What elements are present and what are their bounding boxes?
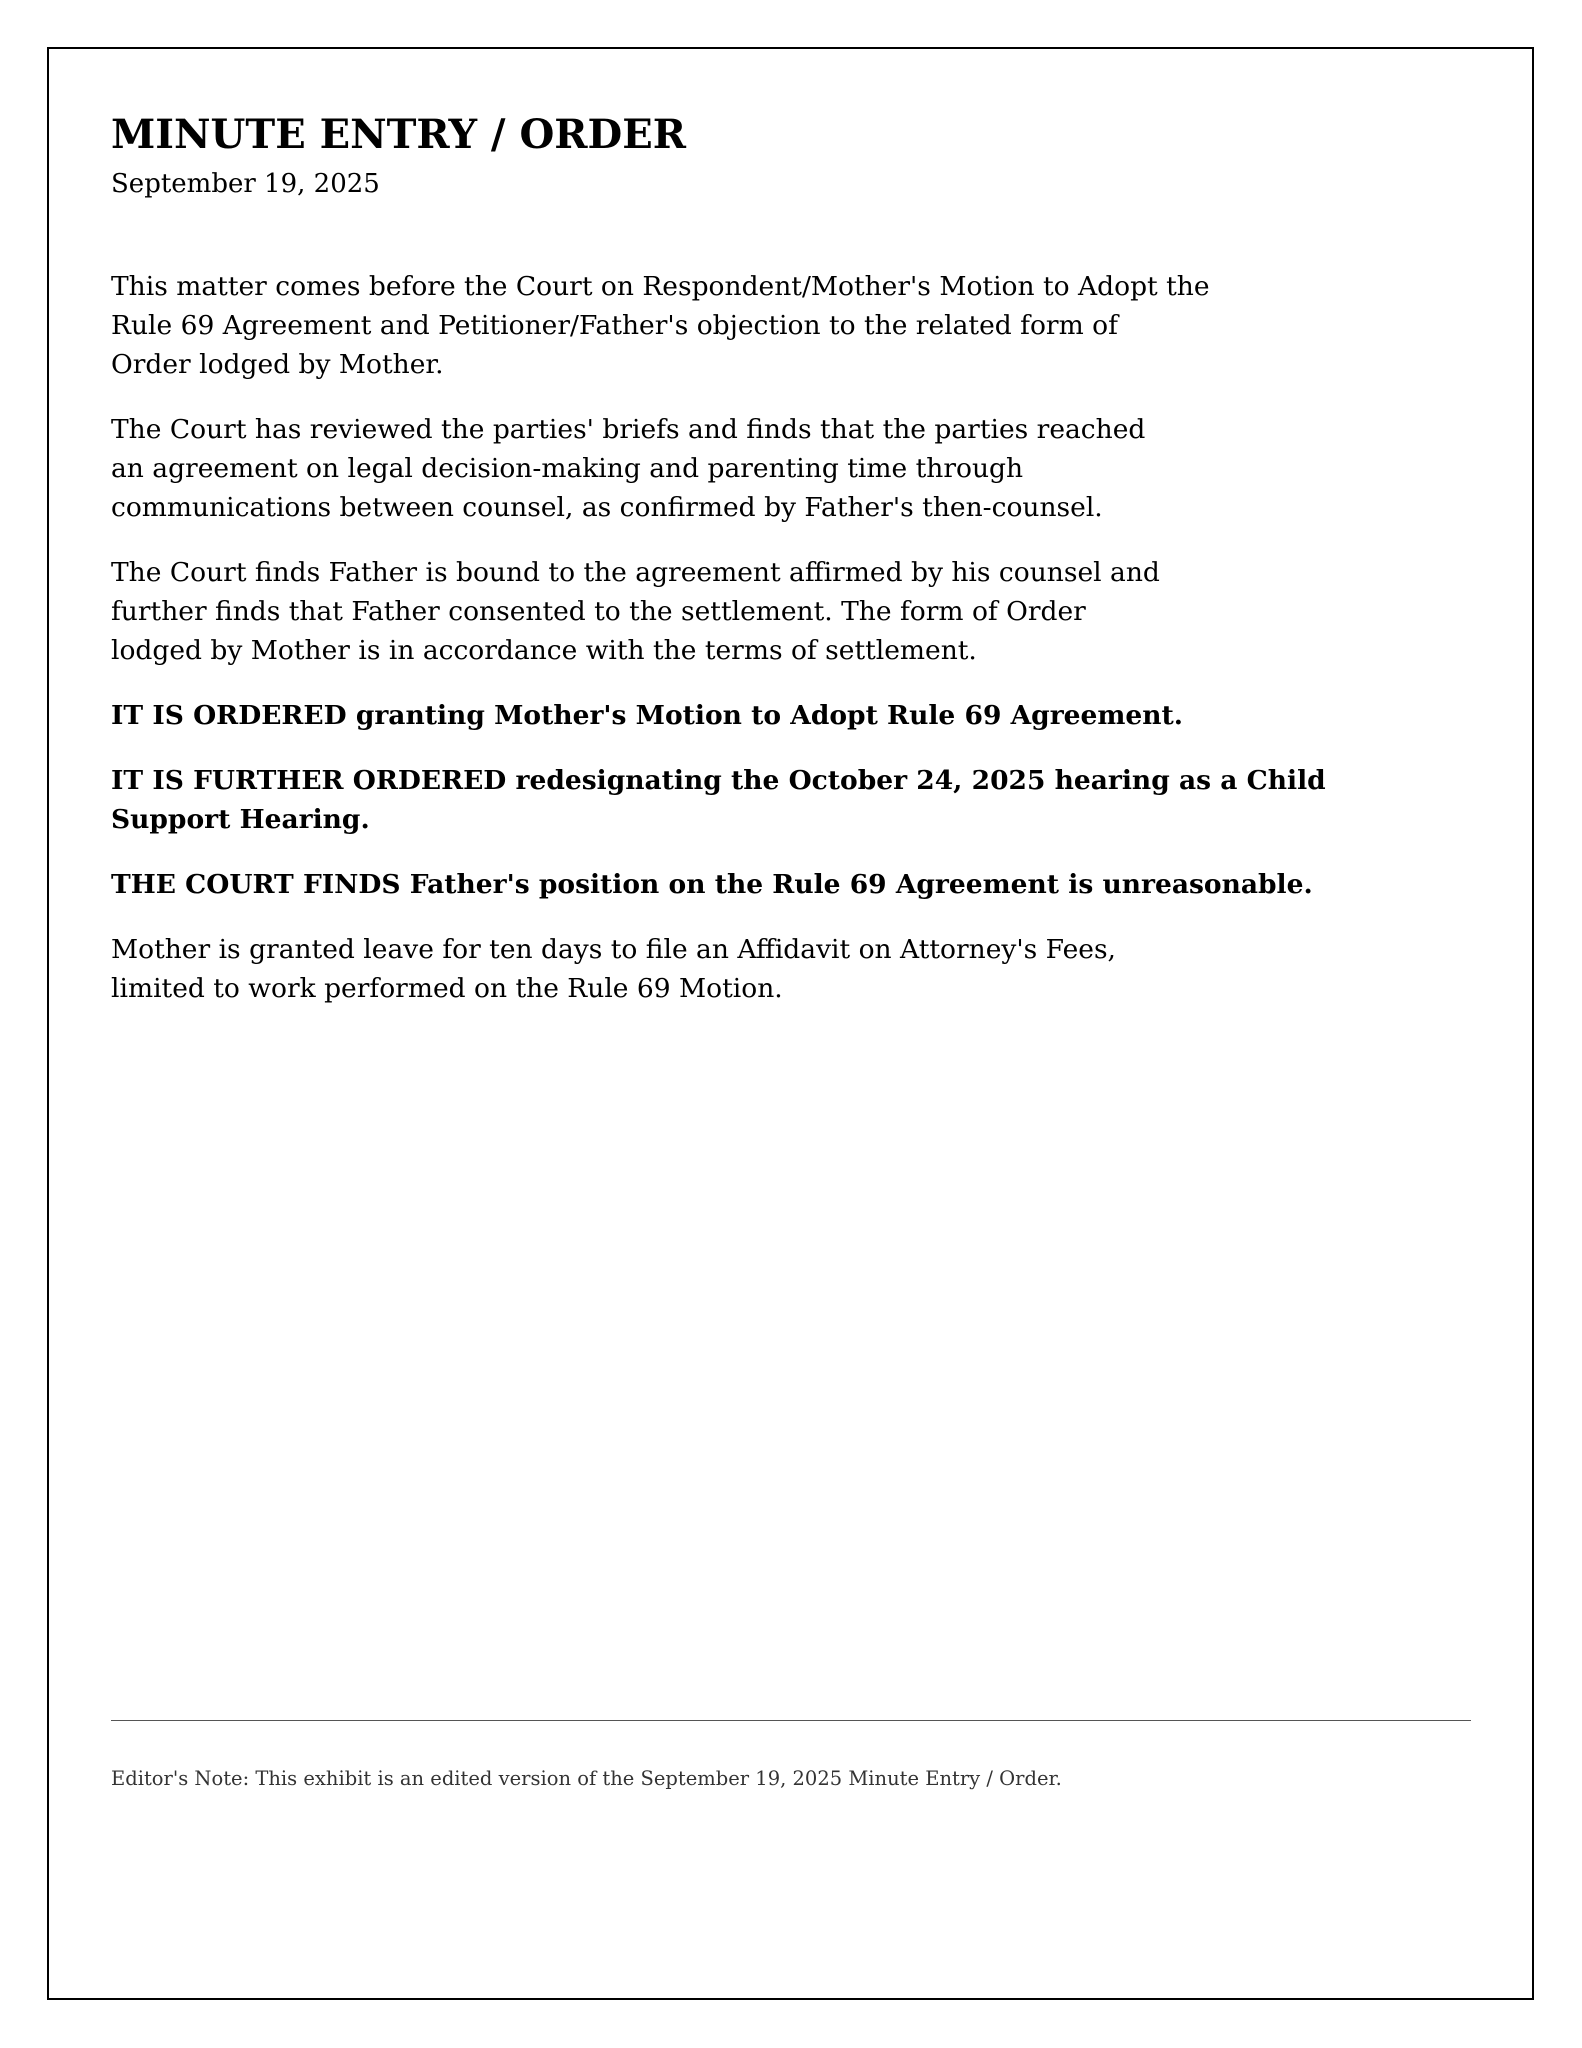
paragraph-line: an agreement on legal decision-making and parenting time through (111, 453, 1024, 484)
paragraph-line: Order lodged by Mother. (111, 349, 444, 380)
document-body (111, 267, 1471, 1034)
paragraph-line: Rule 69 Agreement and Petitioner/Father's objection to the related form of (111, 310, 1118, 341)
paragraph-court-review (111, 410, 1471, 527)
document-title: MINUTE ENTRY / ORDER (111, 111, 686, 158)
paragraph-line: This matter comes before the Court on Respondent/Mother's Motion to Adopt the (111, 271, 1210, 302)
paragraph-line: Mother is granted leave for ten days to file an Affidavit on Attorney's Fees, (111, 934, 1116, 965)
order-line: THE COURT FINDS Father's position on the Rule 69 Agreement is unreasonable. (111, 869, 1313, 900)
paragraph-line: The Court has reviewed the parties' briefs and finds that the parties reached (111, 414, 1146, 445)
paragraph-attorney-fees (111, 930, 1471, 1008)
document-date: September 19, 2025 (111, 169, 380, 199)
paragraph-line: The Court finds Father is bound to the agreement affirmed by his counsel and (111, 557, 1160, 588)
paragraph-matter-before-court (111, 267, 1471, 384)
paragraph-line: lodged by Mother is in accordance with the terms of settlement. (111, 635, 977, 666)
order-granting-motion (111, 696, 1471, 735)
paragraph-line: limited to work performed on the Rule 69 Motion. (111, 973, 783, 1004)
paragraph-line: further finds that Father consented to the settlement. The form of Order (111, 596, 1086, 627)
footer-divider (111, 1720, 1471, 1721)
order-redesignating-hearing (111, 761, 1471, 839)
editor-note: Editor's Note: This exhibit is an edited version of the September 19, 2025 Minute Entry / Order. (111, 1767, 1062, 1790)
order-line: Support Hearing. (111, 804, 370, 835)
finding-unreasonable-position (111, 865, 1471, 904)
order-line: IT IS FURTHER ORDERED redesignating the October 24, 2025 hearing as a Child (111, 765, 1326, 796)
paragraph-court-finds (111, 553, 1471, 670)
order-line: IT IS ORDERED granting Mother's Motion to Adopt Rule 69 Agreement. (111, 700, 1184, 731)
paragraph-line: communications between counsel, as confirmed by Father's then-counsel. (111, 492, 1103, 523)
